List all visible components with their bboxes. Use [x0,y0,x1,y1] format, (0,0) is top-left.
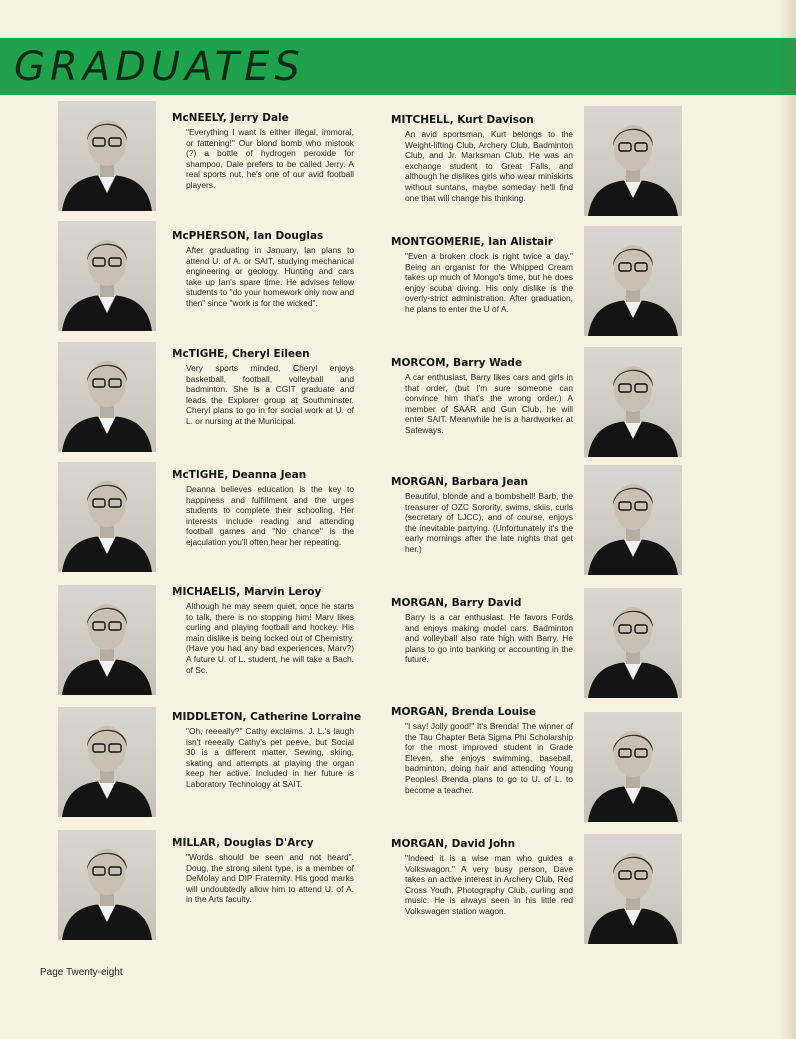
portrait-silhouette [58,707,156,817]
portrait-photo [584,226,682,336]
portrait-photo [584,712,682,822]
portrait-photo [584,834,682,944]
portrait-silhouette [58,221,156,331]
graduate-entry [391,838,573,917]
graduate-bio: Barry is a car enthusiast. He favors Fords and enjoys making model cars. Badminton and volleyball also rate high with Barry. He plans to go into banking or accounting in the future. [405,612,573,665]
graduate-name: MORGAN, Barry David [391,597,522,609]
portrait-photo [584,106,682,216]
graduate-entry [391,114,573,203]
portrait-silhouette [58,342,156,452]
portrait-silhouette [584,106,682,216]
graduate-name: MONTGOMERIE, Ian Alistair [391,236,553,248]
graduate-name: McNEELY, Jerry Dale [172,112,289,124]
portrait-photo [58,221,156,331]
graduate-name: McTIGHE, Cheryl Eileen [172,348,310,360]
graduate-entry [172,112,354,191]
portrait-silhouette [584,465,682,575]
graduate-bio: Beautiful, blonde and a bombshell! Barb, the treasurer of OZC Sorority, swims, skiis, curls (secretary of LJCC), and of course, enjoys the inevitable partying. (Unfortunately it's the early mornings after the late nights that get her.) [405,491,573,554]
graduate-bio: Deanna believes education is the key to happiness and fulfillment and the urges students to complete their schooling. Her interests include reading and attending football games and "No chance" is the ejaculation you'll often hear her repeating. [186,484,354,547]
portrait-photo [58,342,156,452]
graduate-entry [172,230,354,309]
graduate-bio: "Words should be seen and not heard". Doug, the strong silent type, is a member of DeMolay and DIP Fraternity. His good marks will undoubtedly allow him to attend U. of A. in the Arts faculty. [186,852,354,905]
portrait-photo [58,707,156,817]
graduate-entry [391,706,573,795]
graduate-entry [172,469,354,548]
graduate-entry [172,711,362,790]
graduate-bio: "I say! Jolly good!" It's Brenda! The winner of the Tau Chapter Beta Sigma Phi Scholarship for the most improved student in Grade Eleven, she enjoys swimming, baseball, badminton, doing hair and attending Young Peoples! Brenda plans to go to U. of L. to become a teacher. [405,721,573,795]
graduate-entry [391,236,573,315]
portrait-silhouette [58,101,156,211]
graduate-entry [391,357,573,436]
graduate-bio: "Even a broken clock is right twice a day." Being an organist for the Whipped Cream takes up much of Mongo's time, but he does enjoy scuba diving. His only dislike is the overly-strict administration. After graduation, he plans to enter the U of A. [405,251,573,314]
graduate-entry [172,837,354,905]
graduate-name: MORGAN, David John [391,838,516,850]
graduate-bio: After graduating in January, Ian plans to attend U. of A. or SAIT, studying mechanical engineering or geology. Hunting and cars take up Ian's spare time. He advises fellow students to "do your homework only now and then" since "work is for the wicked". [186,245,354,308]
graduate-name: MORCOM, Barry Wade [391,357,523,369]
page-binding-shadow [778,0,796,1039]
graduate-name: MITCHELL, Kurt Davison [391,114,534,126]
page-title: GRADUATES [14,44,305,90]
graduate-bio: "Indeed it is a wise man who guides a Volkswagon." A very busy person, Dave takes an active interest in Archery Club, Red Cross Youth, Photography Club, curling and music. He is always seen in his little red Volkswagen station wagon. [405,853,573,916]
portrait-photo [584,347,682,457]
graduate-name: MORGAN, Brenda Louise [391,706,537,718]
portrait-photo [58,462,156,572]
portrait-photo [58,585,156,695]
portrait-silhouette [584,712,682,822]
portrait-photo [58,101,156,211]
portrait-photo [584,465,682,575]
graduate-bio: "Oh, reeeally?" Cathy exclaims. J. L.'s laugh isn't reeeally Cathy's pet peeve, but Social 30 is a different matter. Sewing, skiing, skating and attempts at playing the organ keep her active. Included in her future is Laboratory Technology at SAIT. [186,726,354,789]
graduate-entry [391,597,573,665]
graduate-bio: An avid sportsman, Kurt belongs to the Weight-lifting Club, Archery Club, Badminton Club, and Jr. Marksman Club. He was an exchange student to Great Falls, and although he dislikes girls who wear miniskirts without suntans, maybe someday he'll find one that will change his thinking. [405,129,573,203]
header-banner [0,38,796,95]
graduate-bio: "Everything I want is either illegal, immoral, or fattening!" Our blond bomb who mistook (?) a bottle of hydrogen peroxide for shampoo, Dale prefers to be called Jerry. A real sports nut, he's one of our avid football players. [186,127,354,190]
graduate-name: MICHAELIS, Marvin Leroy [172,586,322,598]
portrait-silhouette [58,462,156,572]
graduate-name: MILLAR, Douglas D'Arcy [172,837,314,849]
graduate-entry [172,348,354,427]
portrait-photo [584,588,682,698]
graduate-name: McTIGHE, Deanna Jean [172,469,307,481]
graduate-bio: Although he may seem quiet, once he starts to talk, there is no stopping him! Marv likes curling and playing football and hockey. His main dislike is being locked out of Chemistry. (Have you had any bad experiences, Marv?) A future U. of L. student, he will take a Bach. of Sc. [186,601,354,675]
graduate-entry [391,476,573,555]
portrait-photo [58,830,156,940]
portrait-silhouette [58,585,156,695]
graduate-entry [172,586,354,675]
graduate-name: MIDDLETON, Catherine Lorraine [172,711,362,723]
portrait-silhouette [584,588,682,698]
graduate-bio: A car enthusiast, Barry likes cars and girls in that order, (but I'm sure someone can convince him that's the wrong order.) A member of SAAR and Gun Club, he will enter SAIT. Meanwhile he is a hardworker at Safeways. [405,372,573,435]
portrait-silhouette [584,834,682,944]
graduate-name: MORGAN, Barbara Jean [391,476,529,488]
graduate-bio: Very sports minded, Cheryl enjoys basketball, football, volleyball and badminton. She is a CGIT graduate and leads the Explorer group at Southminster. Cheryl plans to go in for social work at U. of L. or nursing at the Municipal. [186,363,354,426]
graduate-name: McPHERSON, Ian Douglas [172,230,324,242]
portrait-silhouette [58,830,156,940]
portrait-silhouette [584,347,682,457]
portrait-silhouette [584,226,682,336]
page-number: Page Twenty-eight [40,967,123,978]
